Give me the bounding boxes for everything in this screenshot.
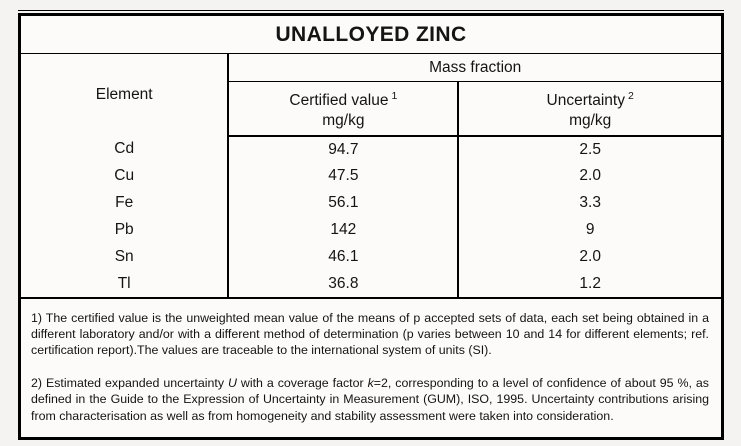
- cell-element: Cu: [20, 163, 229, 190]
- certified-value-unit: mg/kg: [322, 111, 365, 129]
- footnote-2: [31, 375, 709, 424]
- cell-certified-value: 94.7: [228, 136, 458, 163]
- footnote-2-var-u: U: [227, 376, 237, 391]
- cell-certified-value: 36.8: [228, 271, 458, 298]
- footnote-2-var-k: k: [367, 376, 374, 391]
- cell-certified-value: 46.1: [228, 244, 458, 271]
- cell-element: Fe: [20, 190, 229, 217]
- cell-uncertainty: 2.5: [579, 140, 601, 158]
- table-row-sn: [20, 244, 723, 271]
- table-row-fe: [20, 190, 723, 217]
- table-row-pb: [20, 217, 723, 244]
- table-row-cd: [20, 136, 723, 163]
- cell-uncertainty: 3.3: [579, 194, 601, 211]
- cell-element: Pb: [20, 217, 229, 244]
- group-header-row: [20, 54, 723, 82]
- title-row: [20, 15, 723, 54]
- certified-value-label: Certified value: [289, 91, 389, 109]
- cell-uncertainty: 1.2: [579, 274, 601, 292]
- cell-uncertainty: 2.0: [579, 167, 601, 184]
- footnote-ref-2: 2: [627, 89, 634, 102]
- footnote-2-text: with a coverage factor: [236, 376, 368, 391]
- uncertainty-label: Uncertainty: [546, 91, 625, 109]
- table-title: UNALLOYED ZINC: [20, 15, 723, 54]
- certificate-table-container: [18, 10, 724, 440]
- top-hairline-rule: [18, 10, 724, 11]
- cell-certified-value: 56.1: [228, 190, 458, 217]
- cell-element: Tl: [20, 271, 229, 298]
- mass-fraction-table: [18, 13, 724, 440]
- footnote-1: 1) The certified value is the unweighted mean value of the means of p accepted sets of data, each set being obtained in a different laboratory and/or with a different method of determination (p varies between 10 and 14 for different elements; ref. certification report).The values are traceable to the international system of units (SI).: [31, 310, 709, 357]
- cell-uncertainty: 9: [585, 221, 595, 238]
- cell-certified-value: 47.5: [228, 163, 458, 190]
- footnote-2-text: 2) Estimated expanded uncertainty: [31, 376, 228, 391]
- cell-element: Sn: [20, 244, 229, 271]
- uncertainty-unit: mg/kg: [569, 111, 612, 129]
- cell-certified-value: 142: [228, 217, 458, 244]
- footnotes-row: [20, 298, 723, 439]
- table-row-tl: [20, 271, 723, 298]
- group-header-mass-fraction: Mass fraction: [228, 54, 722, 82]
- column-header-element: Element: [20, 54, 229, 136]
- cell-element: Cd: [20, 136, 229, 163]
- cell-uncertainty: 2.0: [579, 248, 601, 265]
- footnotes-section: [20, 298, 723, 439]
- footnote-2-text: =2, corresponding to a level of confidence of about 95 %, as defined in the Guide to the Expression of Uncertainty in Measurement (GUM), ISO, 1995. Uncertainty contributions arising from characterisation as well as from homogeneity and stability assessment were taken into consideration.: [31, 376, 709, 423]
- table-row-cu: [20, 163, 723, 190]
- column-header-certified-value: [228, 82, 458, 136]
- footnote-ref-1: 1: [391, 89, 398, 102]
- column-header-uncertainty: [458, 82, 722, 136]
